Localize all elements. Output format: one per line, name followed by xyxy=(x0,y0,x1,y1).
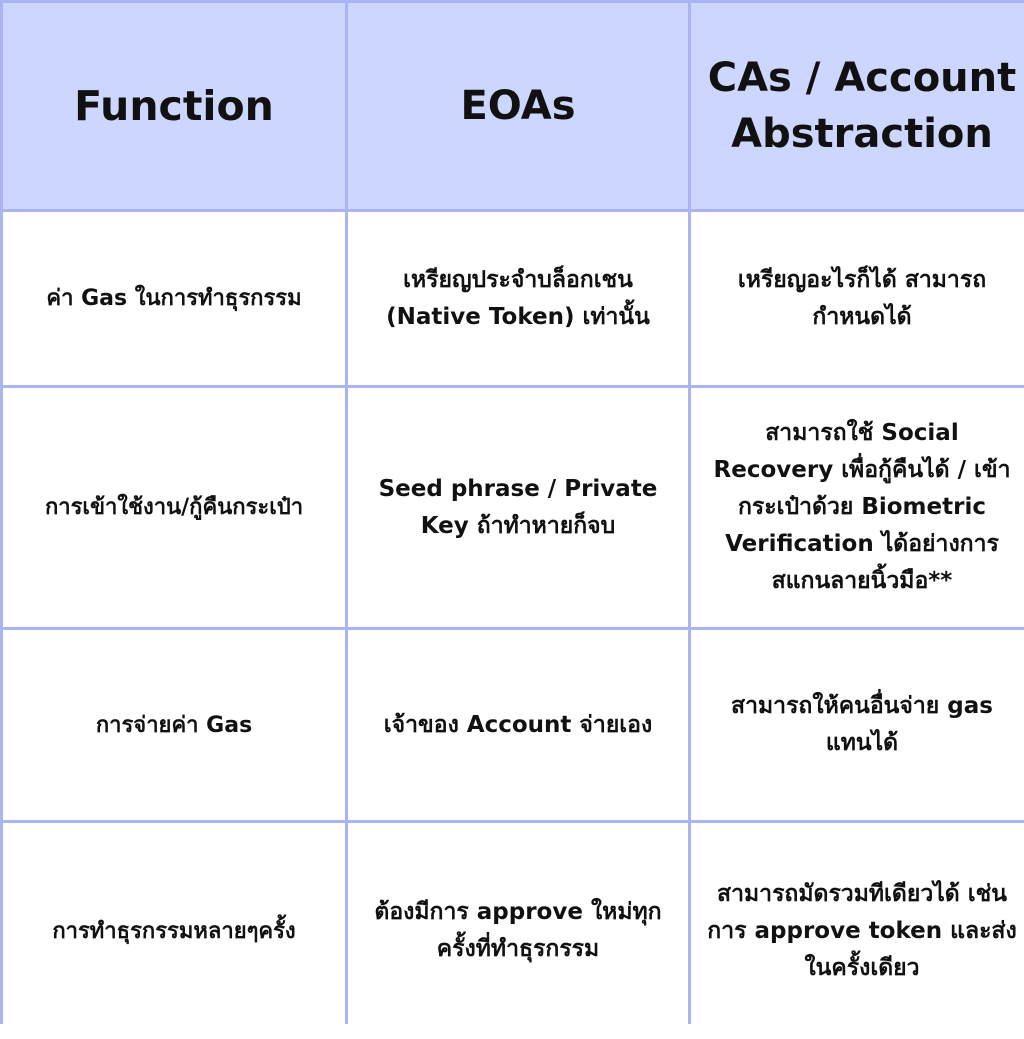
row-4-eoas-text: ต้องมีการ approve ใหม่ทุกครั้งที่ทำธุรกรรม xyxy=(374,899,662,962)
row-1-cas-text: เหรียญอะไรก็ได้ สามารถกำหนดได้ xyxy=(737,266,987,330)
row-3-cas-text: สามารถให้คนอื่นจ่าย gas แทนได้ xyxy=(731,693,993,756)
header-function xyxy=(3,3,345,209)
row-2-eoas xyxy=(348,388,688,627)
row-3-eoas xyxy=(348,630,688,820)
row-4-function-text: การทำธุรกรรมหลายๆครั้ง xyxy=(52,918,296,944)
header-function-label: Function xyxy=(74,82,274,130)
header-cas xyxy=(691,3,1024,209)
row-1-cas xyxy=(691,212,1024,385)
row-2-eoas-text: Seed phrase / Private Key ถ้าทำหายก็จบ xyxy=(378,475,658,539)
header-eoas xyxy=(348,3,688,209)
row-4-function xyxy=(3,823,345,1039)
header-eoas-label: EOAs xyxy=(460,83,576,129)
row-3-eoas-text: เจ้าของ Account จ่ายเอง xyxy=(383,711,653,738)
row-1-function-text: ค่า Gas ในการทำธุรกรรม xyxy=(46,286,302,311)
row-4-cas xyxy=(691,823,1024,1039)
row-4-eoas xyxy=(348,823,688,1039)
row-2-cas-text: สามารถใช้ Social Recovery เพื่อกู้คืนได้ / เข้ากระเป๋าด้วย Biometric Verification ได้อย่างการสแกนลายนิ้วมือ** xyxy=(713,420,1011,594)
row-2-cas xyxy=(691,388,1024,627)
row-4-cas-text: สามารถมัดรวมทีเดียวได้ เช่น การ approve token และส่งในครั้งเดียว xyxy=(707,880,1017,981)
row-2-function-text: การเข้าใช้งาน/กู้คืนกระเป๋า xyxy=(44,495,304,520)
row-3-cas xyxy=(691,630,1024,820)
row-1-eoas-text: เหรียญประจำบล็อกเชน (Native Token) เท่านั้น xyxy=(386,266,650,330)
row-1-function xyxy=(3,212,345,385)
row-2-function xyxy=(3,388,345,627)
row-3-function-text: การจ่ายค่า Gas xyxy=(95,712,253,738)
row-1-eoas xyxy=(348,212,688,385)
header-cas-label: CAs / Account Abstraction xyxy=(707,55,1017,157)
row-3-function xyxy=(3,630,345,820)
